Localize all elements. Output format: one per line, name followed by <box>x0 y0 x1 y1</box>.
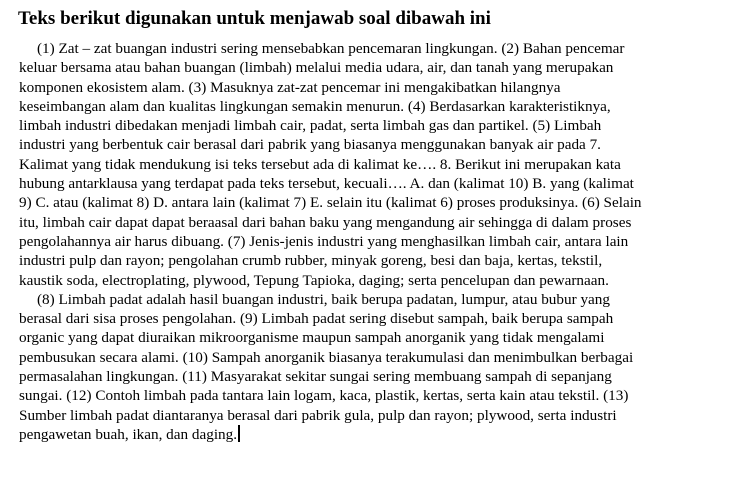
document-title: Teks berikut digunakan untuk menjawab soal dibawah ini <box>18 8 491 29</box>
paragraph-line: 9) C. atau (kalimat 8) D. antara lain (kalimat 7) E. selain itu (kalimat 6) proses produksinya. (6) Selain <box>19 194 642 212</box>
paragraph-line: itu, limbah cair dapat dapat beraasal dari bahan baku yang mengandung air sehingga di dalam proses <box>19 213 632 231</box>
paragraph-line: komponen ekosistem alam. (3) Masuknya zat-zat pencemar ini mengakibatkan hilangnya <box>19 78 561 96</box>
paragraph-line: pembusukan secara alami. (10) Sampah anorganik biasanya terakumulasi dan menimbulkan berbagai <box>19 348 634 366</box>
paragraph-line: (8) Limbah padat adalah hasil buangan industri, baik berupa padatan, lumpur, atau bubur yang <box>37 290 610 308</box>
paragraph-line-last <box>19 425 731 444</box>
paragraph-line: permasalahan lingkungan. (11) Masyarakat sekitar sungai sering membuang sampah di sepanjang <box>19 368 612 386</box>
text-cursor <box>238 425 240 442</box>
paragraph-line: Kalimat yang tidak mendukung isi teks tersebut ada di kalimat ke…. 8. Berikut ini merupakan kata <box>19 155 621 173</box>
paragraph-line: industri yang berbentuk cair berasal dari pabrik yang biasanya menggunakan banyak air pada 7. <box>19 136 601 154</box>
paragraph-line-text: pengawetan buah, ikan, dan daging. <box>19 425 238 443</box>
paragraph-line: Sumber limbah padat diantaranya berasal dari pabrik gula, pulp dan rayon; plywood, serta industri <box>19 406 617 424</box>
paragraph-line: (1) Zat – zat buangan industri sering mensebabkan pencemaran lingkungan. (2) Bahan pencemar <box>37 40 625 57</box>
paragraph-line: pengolahannya air harus dibuang. (7) Jenis-jenis industri yang menghasilkan limbah cair, antara lain <box>19 232 629 250</box>
paragraph-line: industri pulp dan rayon; pengolahan crumb rubber, minyak goreng, besi dan baja, kertas, tekstil, <box>19 252 603 270</box>
document-body[interactable] <box>19 39 731 444</box>
paragraph-line: keseimbangan alam dan kualitas lingkungan semakin menurun. (4) Berdasarkan karakteristiknya, <box>19 97 611 115</box>
paragraph-line: berasal dari sisa proses pengolahan. (9) Limbah padat sering disebut sampah, baik berupa sampah <box>19 310 614 328</box>
paragraph-line: sungai. (12) Contoh limbah pada tantara lain logam, kaca, plastik, kertas, serta kain atau tekstil. (13) <box>19 387 629 405</box>
paragraph-line: limbah industri dibedakan menjadi limbah cair, padat, serta limbah gas dan partikel. (5) Limbah <box>19 117 602 135</box>
paragraph-line: kaustik soda, electroplating, plywood, Tepung Tapioka, daging; serta pencelupan dan pewarnaan. <box>19 271 609 289</box>
paragraph-line: hubung antarklausa yang terdapat pada teks tersebut, kecuali…. A. dan (kalimat 10) B. yang (kalimat <box>19 175 634 193</box>
paragraph-line: organic yang dapat diuraikan mikroorganisme maupun sampah anorganik yang tidak mengalami <box>19 329 605 347</box>
paragraph-line: keluar bersama atau bahan buangan (limbah) melalui media udara, air, dan tanah yang merupakan <box>19 59 614 77</box>
